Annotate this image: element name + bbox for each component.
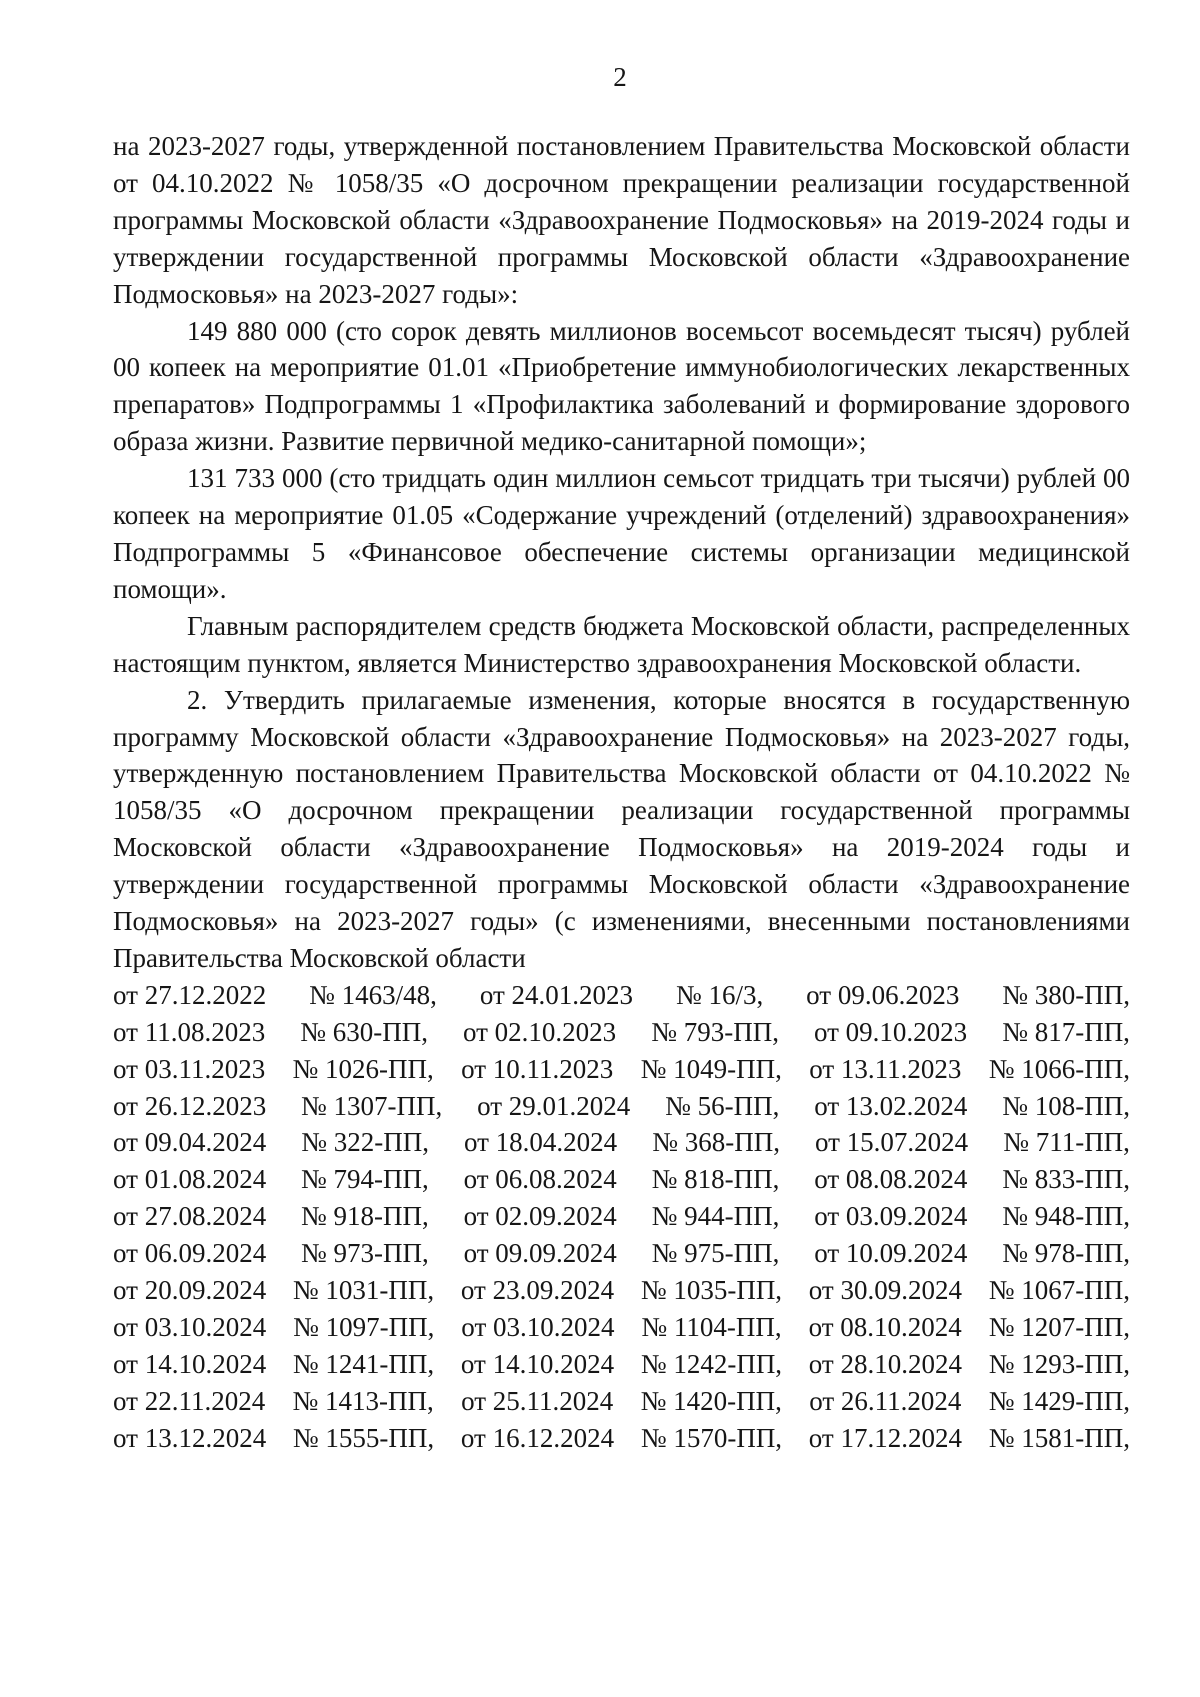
decree-date: от 23.09.2024: [460, 1274, 615, 1305]
decree-date: от 16.12.2024: [460, 1422, 615, 1453]
decree-amendments-list: [113, 977, 1130, 1457]
decree-date: от 09.09.2024: [463, 1238, 617, 1269]
decree-number: № 818-ПП,: [651, 1164, 780, 1195]
page-number: 2: [613, 62, 627, 92]
decree-number: № 1104-ПП,: [641, 1311, 782, 1342]
decree-number: № 108-ПП,: [1002, 1090, 1130, 1121]
decree-number: № 1570-ПП,: [640, 1422, 783, 1453]
decree-number: № 1049-ПП,: [640, 1053, 782, 1084]
decree-row: [113, 1198, 1130, 1235]
decree-row: [113, 1124, 1130, 1161]
decree-date: от 25.11.2024: [461, 1385, 614, 1416]
decree-number: № 368-ПП,: [652, 1127, 780, 1158]
decree-number: № 1241-ПП,: [292, 1348, 435, 1379]
decree-date: от 27.08.2024: [113, 1201, 267, 1232]
decree-number: № 1066-ПП,: [988, 1053, 1130, 1084]
decree-number: № 793-ПП,: [651, 1016, 779, 1047]
decree-number: № 975-ПП,: [651, 1238, 780, 1269]
decree-number: № 978-ПП,: [1002, 1238, 1130, 1269]
paragraph-allocation-immunobiological: 149 880 000 (сто сорок девять миллионов восемьсот восемьдесят тысяч) рублей 00 копеек на мероприятие 01.01 «Приобретение иммунобиологических лекарственных препаратов» Подпрограммы 1 «Профилактика заболеваний и формирование здорового образа жизни. Развитие первичной медико-санитарной помощи»;: [113, 315, 1130, 457]
decree-number: № 1035-ПП,: [640, 1274, 783, 1305]
decree-row: [113, 1014, 1130, 1051]
decree-number: № 1307-ПП,: [301, 1090, 443, 1121]
decree-number: № 817-ПП,: [1002, 1016, 1130, 1047]
decree-number: № 944-ПП,: [651, 1201, 780, 1232]
decree-number: № 1413-ПП,: [292, 1385, 434, 1416]
decree-row: [113, 1235, 1130, 1272]
decree-row: [113, 1420, 1130, 1457]
decree-number: № 56-ПП,: [665, 1090, 780, 1121]
decree-number: № 1031-ПП,: [292, 1274, 435, 1305]
decree-date: от 14.10.2024: [460, 1348, 615, 1379]
decree-row: [113, 1161, 1130, 1198]
decree-number: № 1581-ПП,: [988, 1422, 1130, 1453]
decree-number: № 1463/48,: [309, 979, 437, 1010]
decree-date: от 02.10.2023: [462, 1016, 617, 1047]
decree-number: № 1293-ПП,: [988, 1348, 1130, 1379]
decree-date: от 10.09.2024: [814, 1238, 968, 1269]
decree-date: от 20.09.2024: [113, 1274, 267, 1305]
decree-number: № 948-ПП,: [1002, 1201, 1130, 1232]
decree-number: № 1207-ПП,: [988, 1311, 1130, 1342]
decree-date: от 26.11.2024: [809, 1385, 962, 1416]
decree-date: от 13.12.2024: [113, 1422, 267, 1453]
decree-date: от 22.11.2024: [113, 1385, 266, 1416]
decree-date: от 30.09.2024: [808, 1274, 962, 1305]
decree-row: [113, 1346, 1130, 1383]
decree-date: от 03.10.2024: [113, 1311, 267, 1342]
decree-date: от 26.12.2023: [113, 1090, 267, 1121]
decree-row: [113, 977, 1130, 1014]
decree-date: от 14.10.2024: [113, 1348, 267, 1379]
decree-number: № 1420-ПП,: [640, 1385, 782, 1416]
decree-number: № 16/3,: [675, 979, 764, 1010]
decree-number: № 1555-ПП,: [292, 1422, 435, 1453]
decree-date: от 02.09.2024: [463, 1201, 617, 1232]
decree-date: от 13.02.2024: [814, 1090, 968, 1121]
paragraph-allocation-institutions: 131 733 000 (сто тридцать один миллион семьсот тридцать три тысячи) рублей 00 копеек на мероприятие 01.05 «Содержание учреждений (отделений) здравоохранения» Подпрограммы 5 «Финансовое обеспечение системы организации медицинской помощи».: [113, 463, 1130, 604]
decree-date: от 10.11.2023: [461, 1053, 614, 1084]
decree-number: № 630-ПП,: [300, 1016, 428, 1047]
decree-date: от 06.08.2024: [463, 1164, 617, 1195]
decree-date: от 11.08.2023: [113, 1016, 266, 1047]
decree-row: [113, 1383, 1130, 1420]
decree-date: от 28.10.2024: [808, 1348, 962, 1379]
decree-date: от 09.10.2023: [813, 1016, 968, 1047]
decree-number: № 918-ПП,: [301, 1201, 429, 1232]
decree-number: № 833-ПП,: [1002, 1164, 1130, 1195]
decree-date: от 17.12.2024: [808, 1422, 962, 1453]
decree-date: от 29.01.2024: [477, 1090, 631, 1121]
decree-date: от 09.04.2024: [113, 1127, 267, 1158]
paragraph-chief-administrator: Главным распорядителем средств бюджета Московской области, распределенных настоящим пунктом, является Министерство здравоохранения Московской области.: [113, 610, 1130, 678]
decree-date: от 06.09.2024: [113, 1238, 267, 1269]
decree-number: № 1067-ПП,: [988, 1274, 1130, 1305]
decree-date: от 03.09.2024: [814, 1201, 968, 1232]
document-body: [113, 128, 1130, 1456]
decree-date: от 01.08.2024: [113, 1164, 267, 1195]
decree-number: № 711-ПП,: [1003, 1127, 1130, 1158]
decree-row: [113, 1272, 1130, 1309]
decree-number: № 380-ПП,: [1002, 979, 1130, 1010]
decree-number: № 1429-ПП,: [988, 1385, 1130, 1416]
decree-row: [113, 1088, 1130, 1125]
decree-date: от 24.01.2023: [479, 979, 634, 1010]
decree-date: от 13.11.2023: [809, 1053, 962, 1084]
decree-date: от 03.11.2023: [113, 1053, 266, 1084]
decree-number: № 322-ПП,: [301, 1127, 429, 1158]
decree-number: № 794-ПП,: [301, 1164, 429, 1195]
decree-number: № 973-ПП,: [301, 1238, 429, 1269]
decree-date: от 09.06.2023: [806, 979, 960, 1010]
decree-number: № 1026-ПП,: [292, 1053, 434, 1084]
decree-date: от 08.10.2024: [808, 1311, 962, 1342]
decree-number: № 1097-ПП,: [293, 1311, 435, 1342]
decree-number: № 1242-ПП,: [640, 1348, 783, 1379]
paragraph-program-reference: на 2023-2027 годы, утвержденной постановлением Правительства Московской области от 04.10.2022 № 1058/35 «О досрочном прекращении реализации государственной программы Московской области «Здравоохранение Подмосковья» на 2019-2024 годы и утверждении государственной программы Московской области «Здравоохранение Подмосковья» на 2023-2027 годы»:: [113, 131, 1130, 309]
decree-date: от 08.08.2024: [814, 1164, 968, 1195]
decree-row: [113, 1051, 1130, 1088]
decree-date: от 03.10.2024: [461, 1311, 615, 1342]
decree-date: от 27.12.2022: [113, 979, 267, 1010]
paragraph-item-2-approval: 2. Утвердить прилагаемые изменения, которые вносятся в государственную программу Московской области «Здравоохранение Подмосковья» на 2023-2027 годы, утвержденную постановлением Правительства Московской области от 04.10.2022 № 1058/35 «О досрочном прекращении реализации государственной программы Московской области «Здравоохранение Подмосковья» на 2019-2024 годы и утверждении государственной программы Московской области «Здравоохранение Подмосковья» на 2023-2027 годы» (с изменениями, внесенными постановлениями Правительства Московской области: [113, 684, 1130, 973]
decree-date: от 18.04.2024: [463, 1127, 618, 1158]
decree-date: от 15.07.2024: [814, 1127, 969, 1158]
decree-row: [113, 1309, 1130, 1346]
